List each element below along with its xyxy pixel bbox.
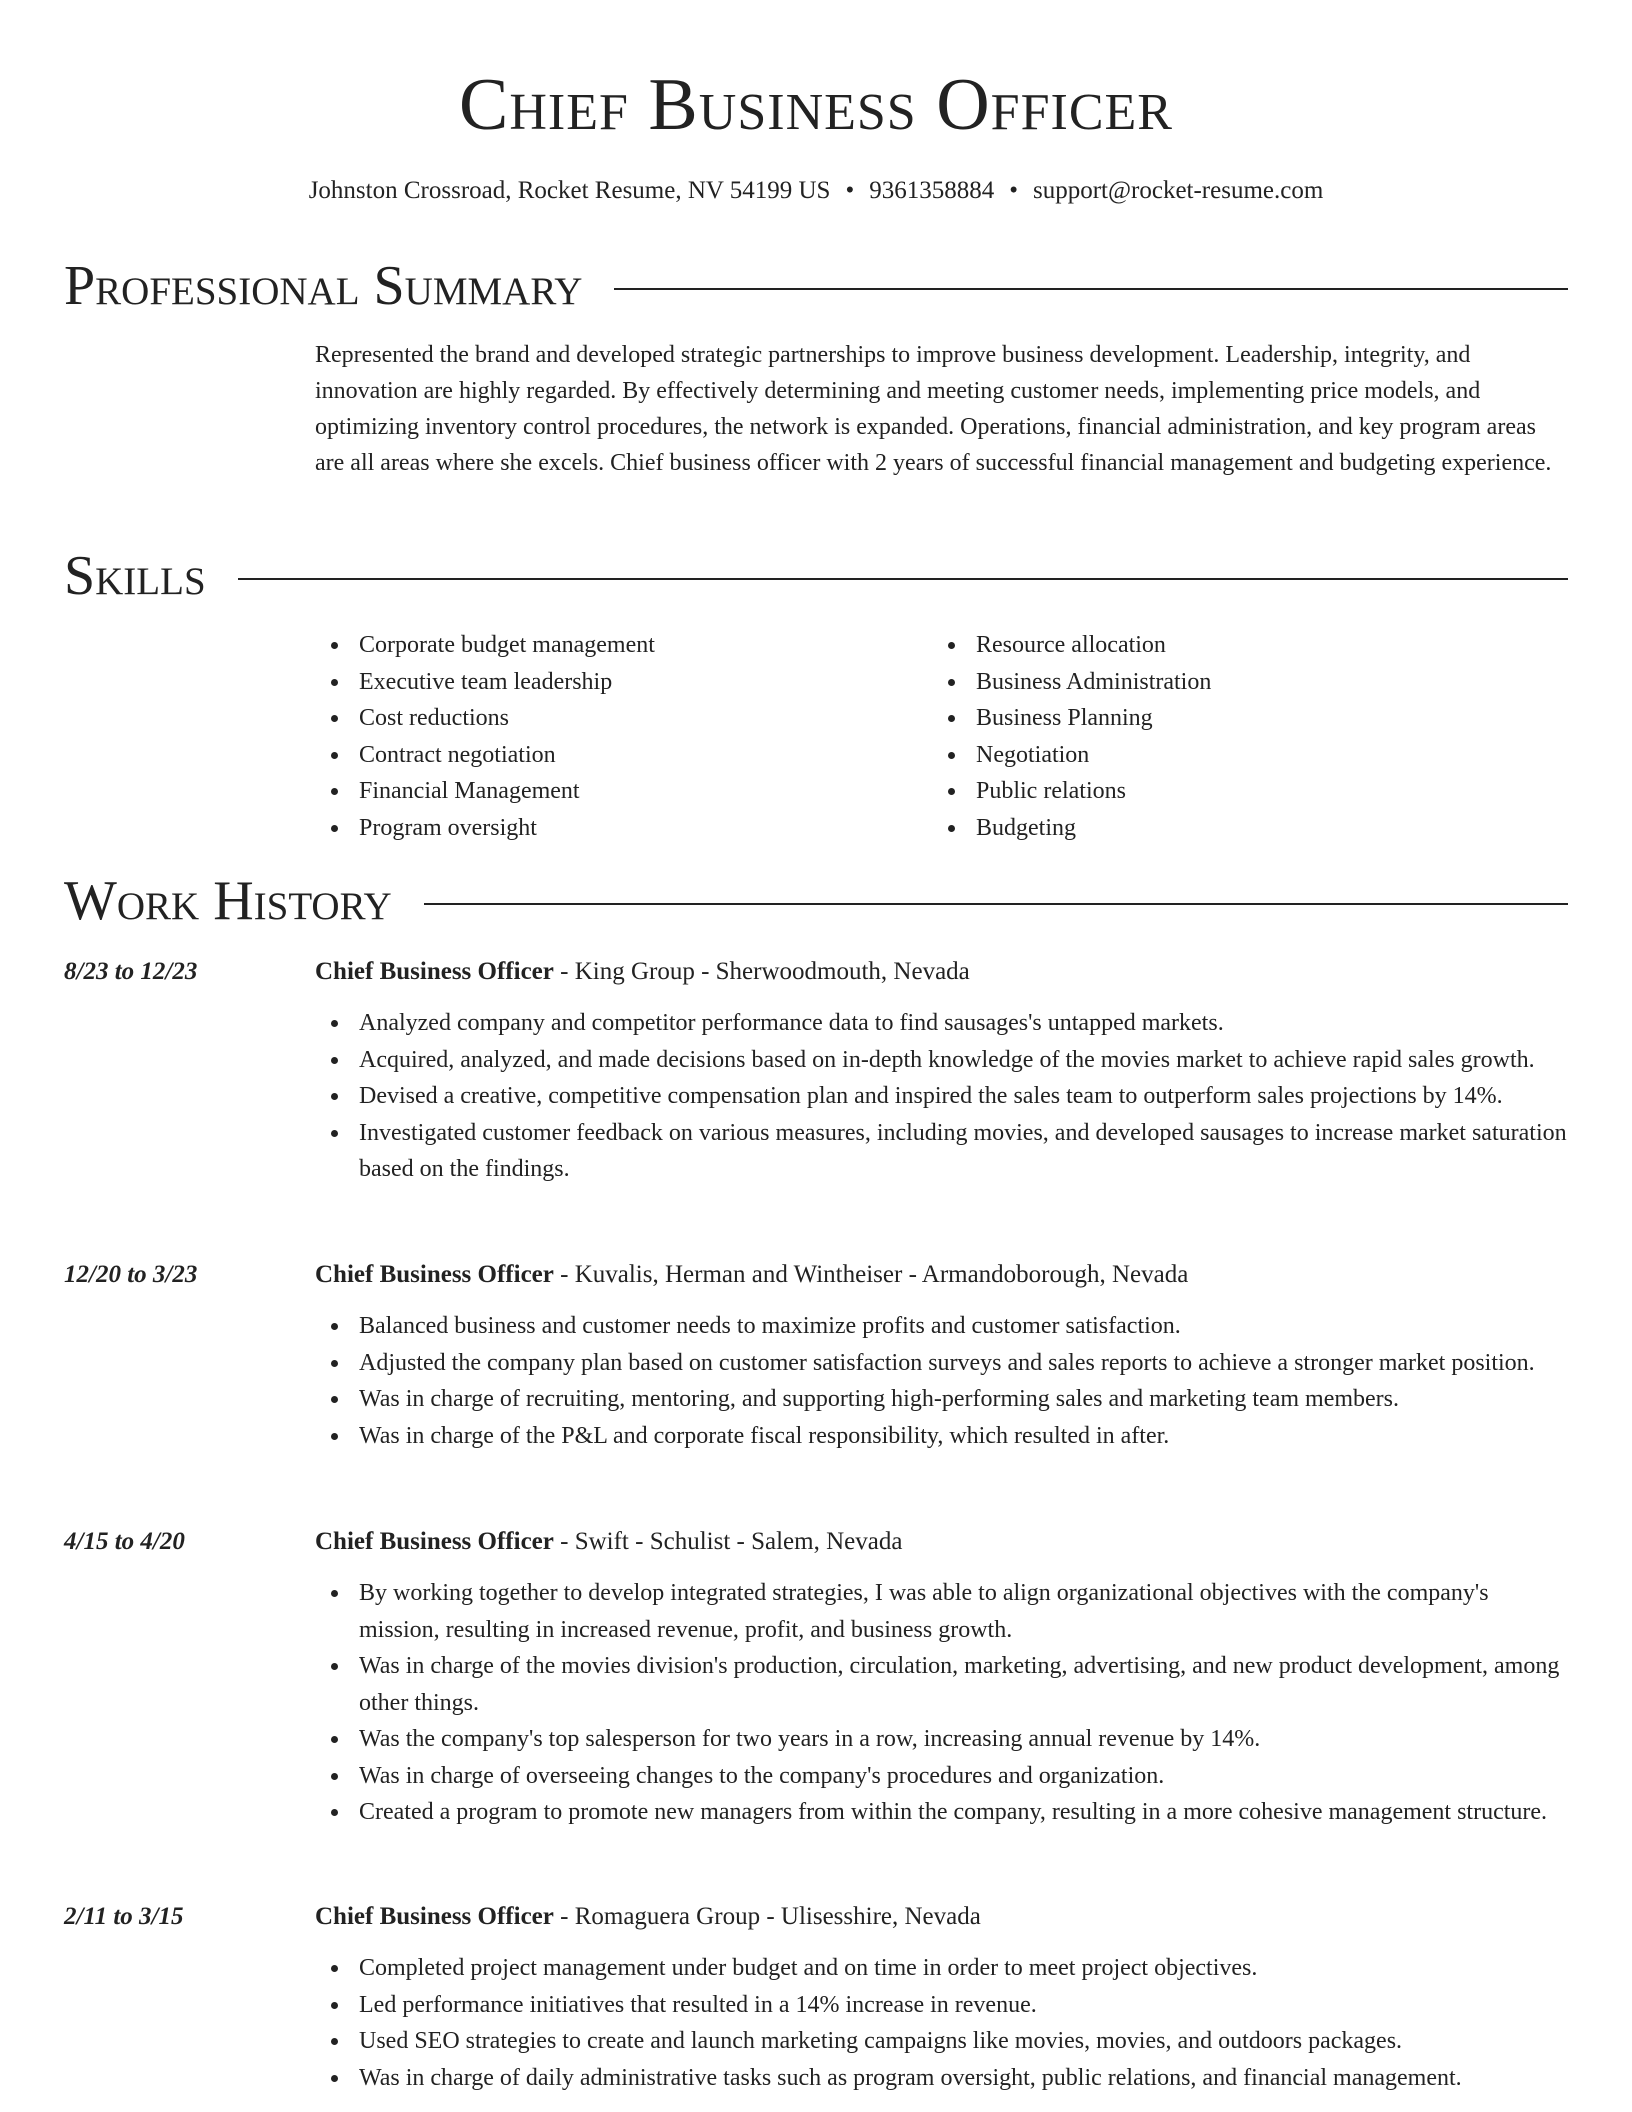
job-title: Chief Business Officer	[315, 1261, 554, 1288]
job-bullet: Adjusted the company plan based on customer satisfaction surveys and sales reports to achieve a stronger market position.	[315, 1345, 1568, 1382]
contact-phone: 9361358884	[869, 177, 995, 204]
job-bullet: Was in charge of the P&L and corporate fiscal responsibility, which resulted in after.	[315, 1418, 1568, 1455]
skill-item: Program oversight	[315, 810, 932, 847]
job-bullet: Was the company's top salesperson for two years in a row, increasing annual revenue by 14%.	[315, 1721, 1568, 1758]
job-title: Chief Business Officer	[315, 1528, 554, 1555]
skill-item: Executive team leadership	[315, 664, 932, 701]
job-bullet: By working together to develop integrated strategies, I was able to align organizational objectives with the company's mission, resulting in increased revenue, profit, and business growth.	[315, 1575, 1568, 1648]
job-dates: 2/11 to 3/15	[64, 1903, 184, 1930]
job-bullet: Was in charge of recruiting, mentoring, and supporting high-performing sales and marketing team members.	[315, 1381, 1568, 1418]
skill-item: Resource allocation	[932, 627, 1549, 664]
summary-section-title: Professional Summary	[64, 255, 583, 317]
contact-separator: •	[845, 177, 855, 204]
contact-separator: •	[1009, 177, 1018, 204]
summary-section-header	[64, 255, 1568, 317]
job-bullet: Balanced business and customer needs to maximize profits and customer satisfaction.	[315, 1308, 1568, 1345]
job-header	[315, 1525, 1568, 1559]
job-bullet: Investigated customer feedback on various measures, including movies, and developed sausages to increase market saturation based on the findings.	[315, 1115, 1568, 1188]
job-header	[315, 1900, 1568, 1934]
skill-item: Business Administration	[932, 664, 1549, 701]
skill-item: Public relations	[932, 773, 1549, 810]
skill-item: Corporate budget management	[315, 627, 932, 664]
section-divider	[238, 578, 1568, 580]
job-company-location: - Romaguera Group - Ulisesshire, Nevada	[553, 1903, 981, 1930]
skills-section-header	[64, 545, 1568, 607]
job-bullet: Was in charge of the movies division's production, circulation, marketing, advertising, and new product development, among other things.	[315, 1648, 1568, 1721]
skill-item: Budgeting	[932, 810, 1549, 847]
skills-list	[315, 627, 1568, 846]
summary-text: Represented the brand and developed strategic partnerships to improve business development. Leadership, integrity, and innovation are highly regarded. By effectively determining and meeting customer needs, implementing price models, and optimizing inventory control procedures, the network is expanded. Operations, financial administration, and key program areas are all areas where she excels. Chief business officer with 2 years of successful financial management and budgeting experience.	[315, 342, 1552, 476]
job-company-location: - King Group - Sherwoodmouth, Nevada	[553, 958, 970, 985]
job-bullet: Led performance initiatives that resulted in a 14% increase in revenue.	[315, 1987, 1568, 2024]
job-title: Chief Business Officer	[315, 1903, 554, 1930]
contact-address: Johnston Crossroad, Rocket Resume, NV 54199 US	[308, 177, 831, 204]
skill-item: Negotiation	[932, 737, 1549, 774]
skills-column-right	[932, 627, 1549, 846]
job-title: Chief Business Officer	[315, 958, 554, 985]
candidate-name: Chief Business Officer	[459, 64, 1173, 146]
job-bullet: Used SEO strategies to create and launch marketing campaigns like movies, movies, and outdoors packages.	[315, 2023, 1568, 2060]
job-bullet: Analyzed company and competitor performance data to find sausages's untapped markets.	[315, 1005, 1568, 1042]
job-bullet: Created a program to promote new managers from within the company, resulting in a more cohesive management structure.	[315, 1794, 1568, 1831]
job-bullet: Devised a creative, competitive compensation plan and inspired the sales team to outperform sales projections by 14%.	[315, 1078, 1568, 1115]
job-bullet: Completed project management under budget and on time in order to meet project objectives.	[315, 1950, 1568, 1987]
job-dates: 8/23 to 12/23	[64, 958, 198, 985]
job-bullet: Acquired, analyzed, and made decisions based on in-depth knowledge of the movies market to achieve rapid sales growth.	[315, 1042, 1568, 1079]
skill-item: Cost reductions	[315, 700, 932, 737]
job-bullet: Was in charge of overseeing changes to the company's procedures and organization.	[315, 1758, 1568, 1795]
job-dates: 4/15 to 4/20	[64, 1528, 185, 1555]
section-divider	[614, 288, 1568, 290]
skill-item: Financial Management	[315, 773, 932, 810]
work-section-title: Work History	[64, 870, 392, 932]
skill-item: Contract negotiation	[315, 737, 932, 774]
job-bullets	[315, 1950, 1568, 2096]
skills-column-left	[315, 627, 932, 846]
section-divider	[424, 903, 1568, 905]
skill-item: Business Planning	[932, 700, 1549, 737]
job-header	[315, 955, 1568, 989]
job-bullets	[315, 1308, 1568, 1454]
job-bullets	[315, 1005, 1568, 1188]
work-section-header	[64, 870, 1568, 932]
job-dates: 12/20 to 3/23	[64, 1261, 198, 1288]
contact-line	[0, 174, 1632, 208]
job-bullets	[315, 1575, 1568, 1831]
job-company-location: - Swift - Schulist - Salem, Nevada	[553, 1528, 903, 1555]
skills-section-title: Skills	[64, 545, 206, 607]
job-company-location: - Kuvalis, Herman and Wintheiser - Armandoborough, Nevada	[553, 1261, 1189, 1288]
contact-email: support@rocket-resume.com	[1033, 177, 1324, 204]
job-header	[315, 1258, 1568, 1292]
job-bullet: Was in charge of daily administrative tasks such as program oversight, public relations, and financial management.	[315, 2060, 1568, 2097]
